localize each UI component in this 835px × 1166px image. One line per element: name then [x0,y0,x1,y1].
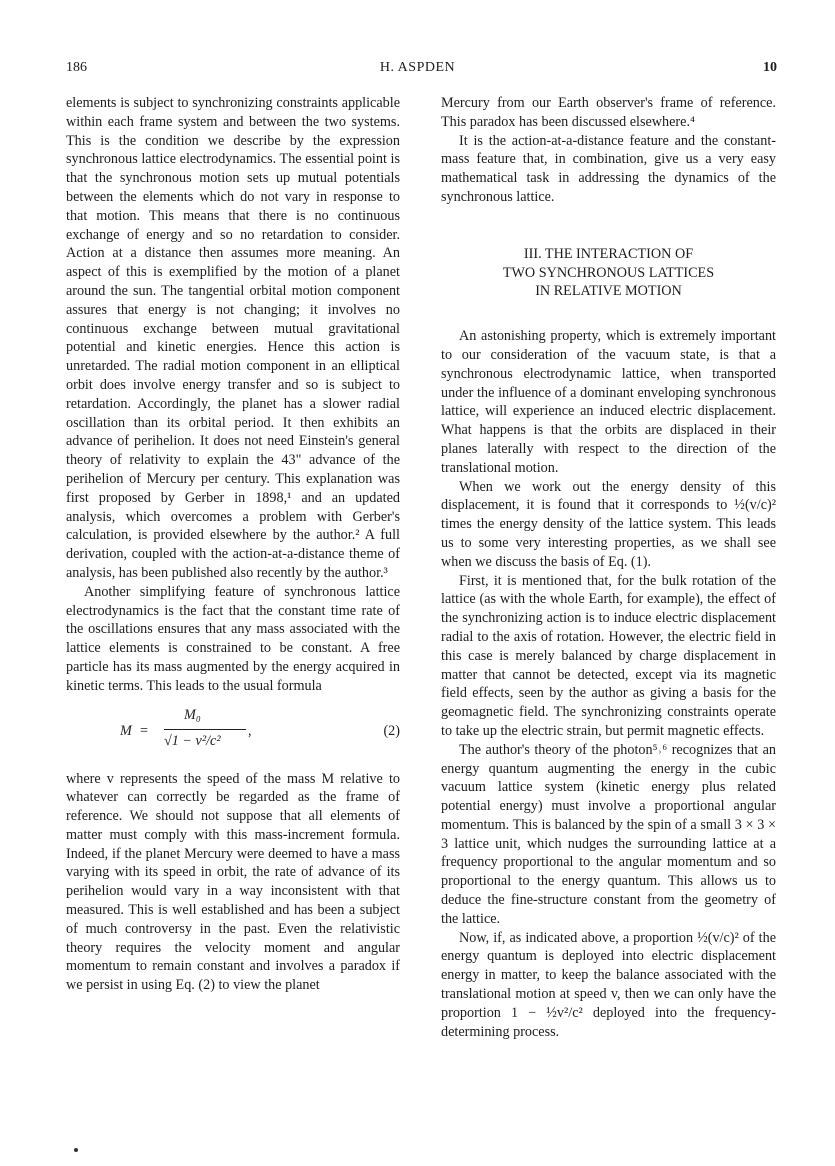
paragraph: It is the action-at-a-distance feature and the constant-mass feature that, in combination, give us a very easy mathematical task in addressing the dynamics of the synchronous lattice. [441,132,776,205]
scan-speck [74,1148,78,1152]
equation-numerator: M₀ [184,706,201,723]
paragraph: An astonishing property, which is extremely important to our consideration of the vacuum state, is that a synchronous electrodynamic lattice, when transported under the influence of a dominant enveloping synchronous lattice, will experience an induced electric displacement. What happens is that the orbits are displaced in their planes laterally with respect to the direction of the translational motion. [441,328,776,476]
equation-equals: = [140,722,149,739]
section-heading: TWO SYNCHRONOUS LATTICES [502,264,715,281]
page-header [0,60,835,80]
equation-denominator: √1 − v²/c² [164,732,221,749]
paragraph: First, it is mentioned that, for the bulk rotation of the lattice (as with the whole Earth, for example), the effect of the synchronizing action is to induce electric displacement radial to the axis of rotation. However, the electric field in this case is merely balanced by charge displacement in matter that cannot be detected, except via its magnetic field effects, seen by the author as giving a basis for the geomagnetic field. The synchronizing constraints operate to take up the electric strain, but permit magnetic effects. [441,572,776,739]
paragraph: where v represents the speed of the mass M relative to whatever can correctly be regarded as the frame of reference. We should not suppose that all elements of matter must comply with this mass-increment formula. Indeed, if the planet Mercury were deemed to have a mass varying with its speed in orbit, the rate of advance of its perihelion would vary in a way inconsistent with that measured. This is well established and has been a subject of much controversy in the past. Even the relativistic theory requires the velocity moment and angular momentum to remain constant and involves a paradox if we persist in using Eq. (2) to view the planet [66,770,400,994]
equation-number: (2) [383,722,400,739]
paragraph: The author's theory of the photon⁵˒⁶ recognizes that an energy quantum augmenting the energy in the cubic vacuum lattice system (kinetic energy plus related potential energy) must involve a proportional angular momentum. This is balanced by the spin of a small 3 × 3 × 3 lattice unit, which nudges the surrounding lattice at a frequency proportional to the angular momentum and so proportional to the energy quantum. This allows us to deduce the fine-structure constant from the geometry of the lattice. [441,741,776,927]
spacer [441,207,776,245]
page-number: 186 [66,60,87,75]
issue-number: 10 [763,60,777,75]
spacer [441,301,776,327]
equation-comma: , [248,722,252,739]
equation-2 [66,696,400,770]
equation-lhs: M [120,722,132,739]
left-column [66,94,400,995]
paragraph: Another simplifying feature of synchronous lattice electrodynamics is the fact that the constant time rate of the oscillations ensures that any mass associated with the lattice elements is constrained to be constant. A free particle has its mass augmented by the energy acquired in kinetic terms. This leads to the usual formula [66,583,400,694]
fraction-bar [164,729,246,730]
section-heading: IN RELATIVE MOTION [535,283,682,300]
paragraph: Mercury from our Earth observer's frame of reference. This paradox has been discussed elsewhere.⁴ [441,95,776,130]
paragraph: When we work out the energy density of this displacement, it is found that it corresponds to ½(v/c)² times the energy density of the lattice system. This leads us to some very interesting properties, as we shall see when we discuss the basis of Eq. (1). [441,478,776,570]
running-author: H. ASPDEN [379,60,456,75]
paragraph: elements is subject to synchronizing constraints applicable within each frame system and between the two systems. This is the condition we describe by the expression synchronous lattice electrodynamics. The essential point is that the synchronous motion sets up mutual potentials between the elements which do not vary in response to that motion. This means that there is no continuous exchange of energy and so no retardation to consider. Action at a distance then assumes more meaning. An aspect of this is exemplified by the motion of a planet around the sun. The tangential orbital motion component assures that energy is not changing; it involves no continuous exchange between mutual gravitational potential and kinetic energies. Hence this action is unretarded. The radial motion component in an elliptical orbit does involve energy transfer and so is subject to retardation. Accordingly, the planet has a slower radial oscillation than its orbital period. It then exhibits an advance of perihelion. It does not need Einstein's general theory of relativity to explain the 43" advance of the perihelion of Mercury per century. This explanation was first proposed by Gerber in 1898,¹ and an updated analysis, which overcomes a problem with Gerber's calculation, is provided elsewhere by the author.² A full derivation, coupled with the action-at-a-distance theme of analysis, has been published also recently by the author.³ [66,95,400,581]
right-column [441,94,776,1041]
paragraph: Now, if, as indicated above, a proportion ½(v/c)² of the energy quantum is deployed into electric displacement energy in matter, to keep the balance associated with the translational motion at speed v, then we can only have the proportion 1 − ½v²/c² deployed into the frequency-determining process. [441,929,776,1040]
section-heading: III. THE INTERACTION OF [523,245,694,262]
